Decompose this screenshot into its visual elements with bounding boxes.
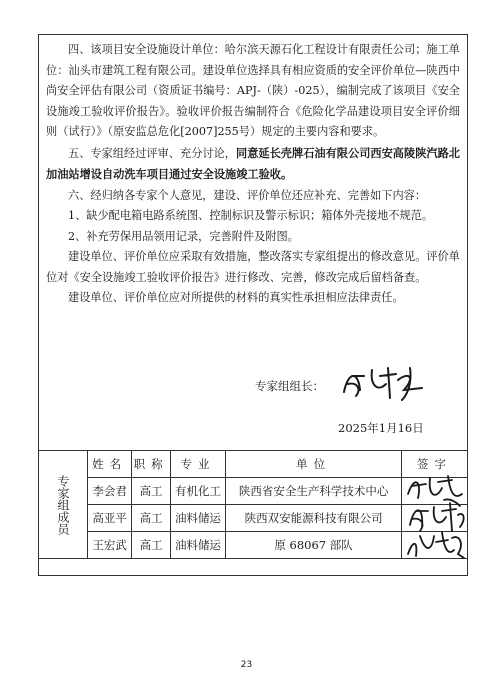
item-2: 2、补充劳保用品领用记录，完善附件及附图。 <box>68 229 299 243</box>
side-label-text: 专家组成员 <box>56 474 70 535</box>
member-unit: 陕西双安能源科技有限公司 <box>226 505 402 532</box>
header-sign: 签字 <box>402 451 468 478</box>
member-name: 王宏武 <box>88 532 132 559</box>
paragraph-6: 六、经归纳各专家个人意见，建设、评价单位还应补充、完善如下内容： <box>68 188 427 202</box>
leader-signature-icon <box>338 362 430 404</box>
page-number: 23 <box>240 660 253 670</box>
member-major: 油料储运 <box>171 532 226 559</box>
opinion-body <box>46 40 460 309</box>
member-major: 有机化工 <box>171 478 226 505</box>
paragraph-7: 建设单位、评价单位应采取有效措施，整改落实专家组提出的修改意见。评价单位对《安全设施竣工验收评价报告》进行修改、完善，修改完成后留档备查。 <box>46 250 460 284</box>
paragraph-5-lead: 五、专家组经过评审、充分讨论， <box>68 146 236 160</box>
member-title: 高工 <box>132 478 171 505</box>
member-name: 高亚平 <box>88 505 132 532</box>
member-title: 高工 <box>132 505 171 532</box>
item-1: 1、缺少配电箱电路系统图、控制标识及警示标识；箱体外壳接地不规范。 <box>68 209 434 222</box>
leader-label: 专家组组长： <box>255 379 324 393</box>
member-name: 李会君 <box>88 478 132 505</box>
member-unit: 原 68067 部队 <box>226 532 402 559</box>
member-major: 油料储运 <box>171 505 226 532</box>
paragraph-5-conclusion: 同意延长壳牌石油有限公司西安高陵陕汽路北加油站增设自动洗车项目通过安全设施竣工验收。 <box>46 145 460 181</box>
member-side-label <box>39 451 88 559</box>
header-unit: 单位 <box>226 451 402 478</box>
paragraph-5 <box>46 143 460 186</box>
member-unit: 陕西省安全生产科学技术中心 <box>226 478 402 505</box>
member-signature-cell <box>402 532 468 559</box>
sign-date: 2025年1月16日 <box>338 421 424 435</box>
table-row <box>39 532 468 559</box>
member-title: 高工 <box>132 532 171 559</box>
paragraph-8: 建设单位、评价单位应对所提供的材料的真实性承担相应法律责任。 <box>68 291 404 304</box>
header-name: 姓名 <box>88 451 132 478</box>
signature-icon <box>404 524 468 564</box>
header-major: 专业 <box>171 451 226 478</box>
header-title: 职称 <box>132 451 171 478</box>
paragraph-4: 四、该项目安全设施设计单位：哈尔滨天源石化工程设计有限责任公司；施工单位：汕头市建筑工程有限公司。建设单位选择具有相应资质的安全评价单位—陕西中尚安全评估有限公司（资质证书编号：APJ-（陕）-025），编制完成了该项目《安全设施竣工验收评价报告》。验收评价报告编制符合《危险化学品建设项目安全评价细则（试行）》（原安监总危化[2007]255号）规定的主要内容和要求。 <box>46 43 460 138</box>
expert-member-table <box>38 450 468 559</box>
